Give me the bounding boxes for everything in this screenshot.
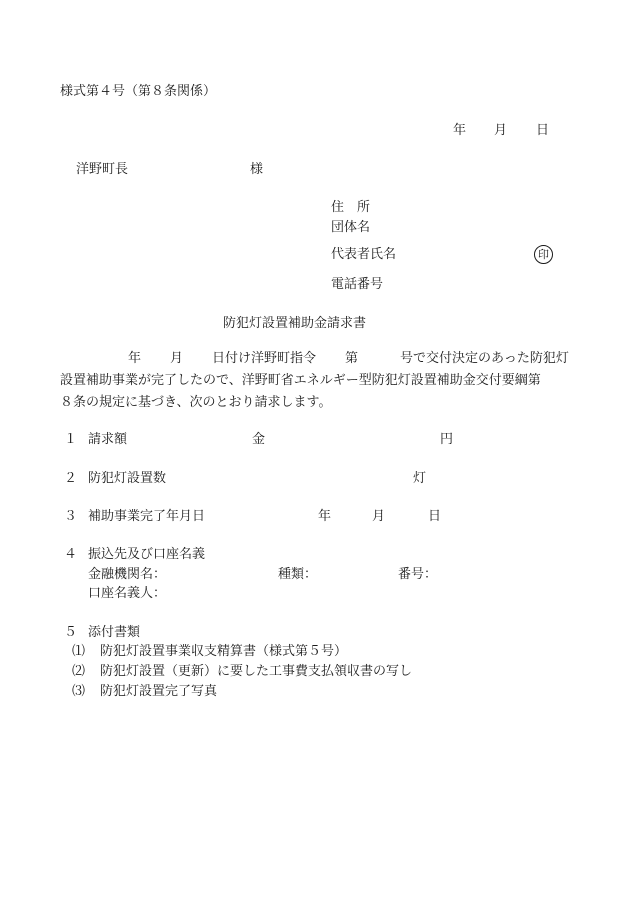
item2-unit: 灯: [413, 471, 427, 486]
attachment-1-number: ⑴: [72, 644, 86, 659]
item3-day: 日: [428, 509, 442, 524]
attachment-3-number: ⑶: [72, 684, 86, 699]
date-day-label: 日: [536, 123, 550, 138]
organization-label: 団体名: [331, 220, 371, 235]
item3-label: 補助事業完了年月日: [88, 509, 206, 524]
addressee-honorific: 様: [250, 162, 264, 177]
body-line2: 設置補助事業が完了したので、洋野町省エネルギー型防犯灯設置補助金交付要綱第: [60, 373, 541, 388]
date-month-label: 月: [494, 123, 508, 138]
phone-number-label: 電話番号: [331, 277, 384, 292]
body-line1-text: 日付け洋野町指令: [212, 351, 317, 366]
body-year-label: 年: [128, 351, 142, 366]
bank-name-label: 金融機関名：: [88, 567, 167, 582]
account-holder-label: 口座名義人：: [88, 586, 167, 601]
item3-year: 年: [318, 509, 332, 524]
account-type-label: 種類：: [278, 567, 318, 582]
date-year-label: 年: [453, 123, 467, 138]
item1-number: １: [64, 432, 78, 447]
attachment-3-text: 防犯灯設置完了写真: [100, 684, 218, 699]
item3-number: ３: [64, 509, 78, 524]
item1-label: 請求額: [88, 432, 128, 447]
body-dai-label: 第: [345, 351, 359, 366]
body-line3: ８条の規定に基づき、次のとおり請求します。: [60, 395, 332, 410]
seal-mark: 印: [534, 245, 553, 264]
item3-month: 月: [372, 509, 386, 524]
document-title: 防犯灯設置補助金請求書: [223, 316, 367, 331]
item4-label: 振込先及び口座名義: [88, 547, 206, 562]
address-label: 住 所: [331, 200, 371, 215]
item5-label: 添付書類: [88, 625, 141, 640]
account-number-label: 番号：: [398, 567, 438, 582]
item5-number: ５: [64, 625, 78, 640]
attachment-1-text: 防犯灯設置事業収支精算書（様式第５号）: [100, 644, 348, 659]
attachment-2-text: 防犯灯設置（更新）に要した工事費支払領収書の写し: [100, 664, 413, 679]
body-month-label: 月: [170, 351, 184, 366]
form-label: 様式第４号（第８条関係）: [60, 84, 217, 99]
item4-number: ４: [64, 547, 78, 562]
item2-number: ２: [64, 471, 78, 486]
attachment-2-number: ⑵: [72, 664, 86, 679]
item1-kin: 金: [252, 432, 266, 447]
body-line1-rest: 号で交付決定のあった防犯灯: [400, 351, 569, 366]
representative-name-label: 代表者氏名: [331, 247, 397, 262]
item1-yen: 円: [440, 432, 454, 447]
addressee-name: 洋野町長: [76, 162, 129, 177]
item2-label: 防犯灯設置数: [88, 471, 167, 486]
